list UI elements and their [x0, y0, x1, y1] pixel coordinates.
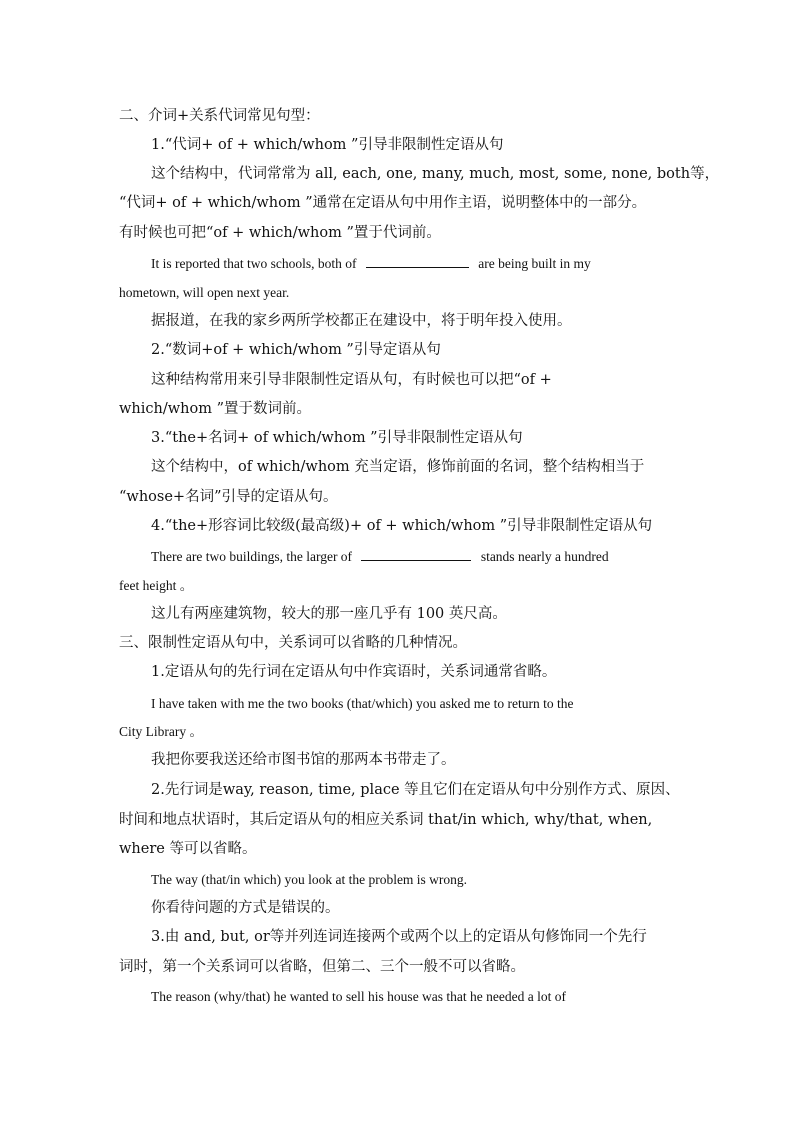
paragraph-line: where 等可以省略。: [119, 841, 257, 857]
subsection-title-4: 4.“the+形容词比较级(最高级)+ of + which/whom ”引导非限制性定语从句: [151, 518, 653, 534]
paragraph-line: 有时候也可把“of + which/whom ”置于代词前。: [119, 225, 441, 241]
fill-in-blank[interactable]: [366, 255, 469, 268]
paragraph-line: which/whom ”置于数词前。: [119, 401, 311, 417]
example-sentence: feet height 。: [119, 578, 194, 593]
section-heading-3: 三、限制性定语从句中，关系词可以省略的几种情况。: [119, 635, 467, 651]
example-sentence: The reason (why/that) he wanted to sell his house was that he needed a lot of: [151, 989, 566, 1004]
translation-line: 我把你要我送还给市图书馆的那两本书带走了。: [151, 752, 456, 768]
example-text: are being built in my: [478, 256, 591, 271]
example-text: stands nearly a hundred: [480, 549, 609, 564]
paragraph-line: 时间和地点状语时，其后定语从句的相应关系词 that/in which, why/that, when,: [119, 812, 653, 828]
example-text: There are two buildings, the larger of: [151, 549, 353, 564]
translation-line: 据报道，在我的家乡两所学校都正在建设中，将于明年投入使用。: [151, 313, 572, 329]
example-text: It is reported that two schools, both of: [151, 256, 357, 271]
subsection-title-2: 2.“数词+of + which/whom ”引导定语从句: [151, 342, 441, 358]
paragraph-line: 这个结构中，代词常常为 all, each, one, many, much, most, some, none, both等，: [151, 166, 720, 182]
paragraph-line: “whose+名词”引导的定语从句。: [119, 489, 338, 505]
translation-line: 这儿有两座建筑物，较大的那一座几乎有 100 英尺高。: [151, 606, 507, 622]
rule-title-2: 2.先行词是way, reason, time, place 等且它们在定语从句中分别作方式、原因、: [151, 782, 680, 798]
subsection-title-1: 1.“代词+ of + which/whom ”引导非限制性定语从句: [151, 137, 504, 153]
example-sentence: I have taken with me the two books (that/which) you asked me to return to the: [151, 696, 574, 711]
rule-title-1: 1.定语从句的先行词在定语从句中作宾语时，关系词通常省略。: [151, 664, 557, 680]
section-heading-2: 二、介词+关系代词常见句型：: [119, 108, 320, 124]
paragraph-line: 这个结构中，of which/whom 充当定语，修饰前面的名词，整个结构相当于: [151, 459, 645, 475]
example-sentence: hometown, will open next year.: [119, 285, 290, 300]
example-sentence: City Library 。: [119, 724, 203, 739]
translation-line: 你看待问题的方式是错误的。: [151, 900, 340, 916]
fill-in-blank[interactable]: [361, 548, 471, 561]
example-sentence: [151, 547, 609, 567]
paragraph-line: 这种结构常用来引导非限制性定语从句，有时候也可以把“of +: [151, 372, 552, 388]
subsection-title-3: 3.“the+名词+ of which/whom ”引导非限制性定语从句: [151, 430, 523, 446]
example-sentence: [151, 254, 673, 274]
example-sentence: The way (that/in which) you look at the problem is wrong.: [151, 872, 468, 887]
paragraph-line: “代词+ of + which/whom ”通常在定语从句中用作主语，说明整体中的一部分。: [119, 195, 647, 211]
paragraph-line: 词时，第一个关系词可以省略，但第二、三个一般不可以省略。: [119, 959, 525, 975]
rule-title-3: 3.由 and, but, or等并列连词连接两个或两个以上的定语从句修饰同一个先行: [151, 929, 647, 945]
